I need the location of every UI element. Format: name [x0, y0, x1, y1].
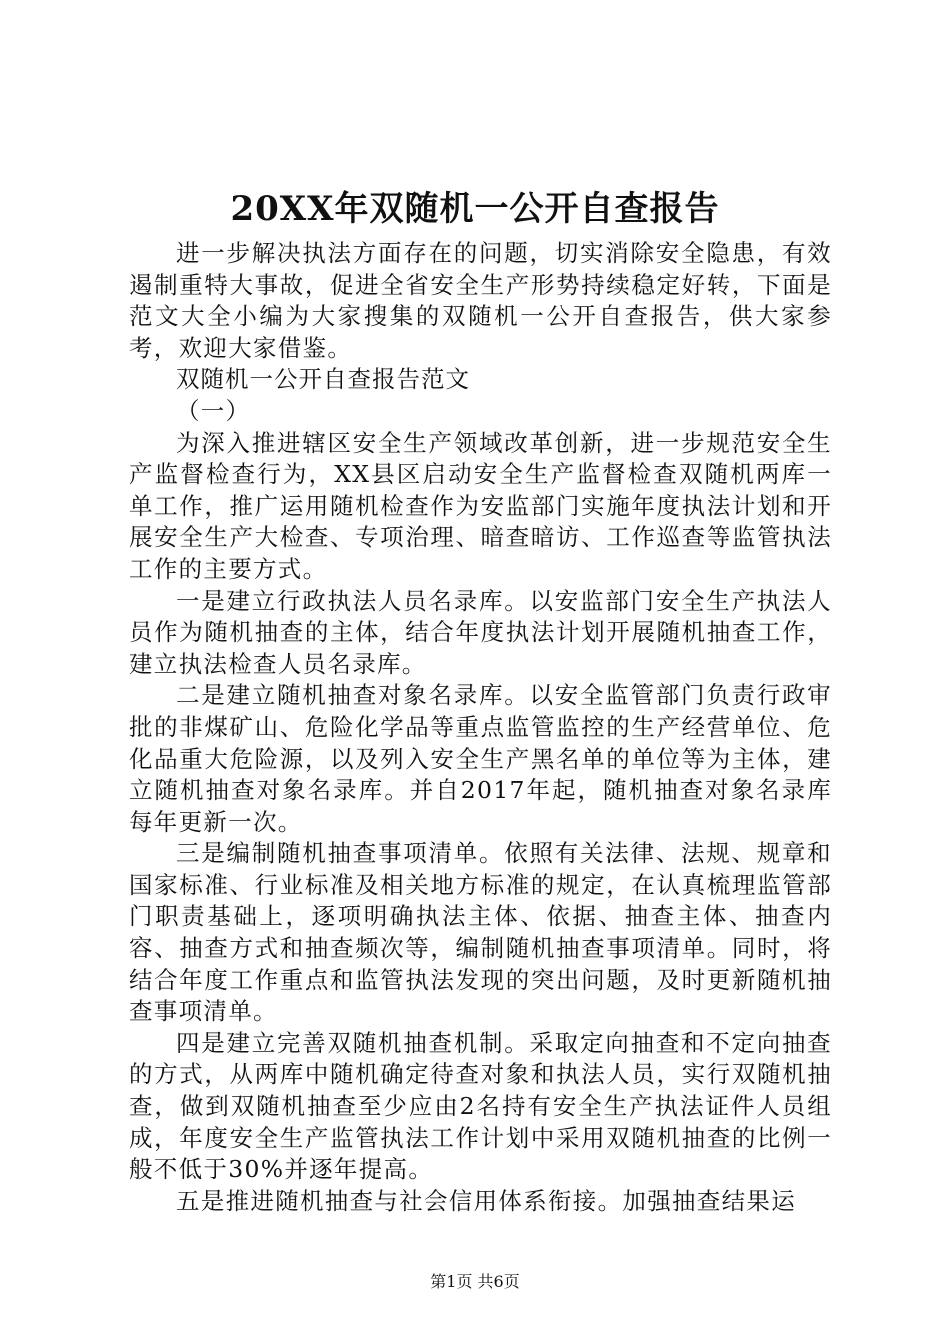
- body-paragraph: 三是编制随机抽查事项清单。依照有关法律、法规、规章和国家标准、行业标准及相关地方标准的规定，在认真梳理监管部门职责基础上，逐项明确执法主体、依据、抽查主体、抽查内容、抽查方式和抽查频次等，编制随机抽查事项清单。同时，将结合年度工作重点和监管执法发现的突出问题，及时更新随机抽查事项清单。: [129, 839, 832, 1026]
- page-number: 第1页 共6页: [430, 1272, 520, 1291]
- body-paragraph: 为深入推进辖区安全生产领域改革创新，进一步规范安全生产监督检查行为，XX县区启动安全生产监督检查双随机两库一单工作，推广运用随机检查作为安监部门实施年度执法计划和开展安全生产大检查、专项治理、暗查暗访、工作巡查等监管执法工作的主要方式。: [129, 428, 832, 583]
- body-paragraph: 五是推进随机抽查与社会信用体系衔接。加强抽查结果运: [176, 1186, 796, 1215]
- body-paragraph: 一是建立行政执法人员名录库。以安监部门安全生产执法人员作为随机抽查的主体，结合年度执法计划开展随机抽查工作，建立执法检查人员名录库。: [129, 586, 832, 678]
- body-paragraph: 四是建立完善双随机抽查机制。采取定向抽查和不定向抽查的方式，从两库中随机确定待查对象和执法人员，实行双随机抽查，做到双随机抽查至少应由2名持有安全生产执法证件人员组成，年度安全生产监管执法工作计划中采用双随机抽查的比例一般不低于30%并逐年提高。: [129, 1028, 832, 1184]
- body-paragraph: 二是建立随机抽查对象名录库。以安全监管部门负责行政审批的非煤矿山、危险化学品等重点监管监控的生产经营单位、危化品重大危险源，以及列入安全生产黑名单的单位等为主体，建立随机抽查对象名录库。并自2017年起，随机抽查对象名录库每年更新一次。: [129, 681, 832, 836]
- section-heading: 双随机一公开自查报告范文: [176, 365, 470, 394]
- section-number: （一）: [176, 396, 251, 425]
- document-body: [129, 238, 832, 1217]
- intro-paragraph: 进一步解决执法方面存在的问题，切实消除安全隐患，有效遏制重特大事故，促进全省安全生产形势持续稳定好转，下面是范文大全小编为大家搜集的双随机一公开自查报告，供大家参考，欢迎大家借鉴。: [129, 239, 832, 362]
- document-title: 20XX年双随机一公开自查报告: [230, 189, 720, 229]
